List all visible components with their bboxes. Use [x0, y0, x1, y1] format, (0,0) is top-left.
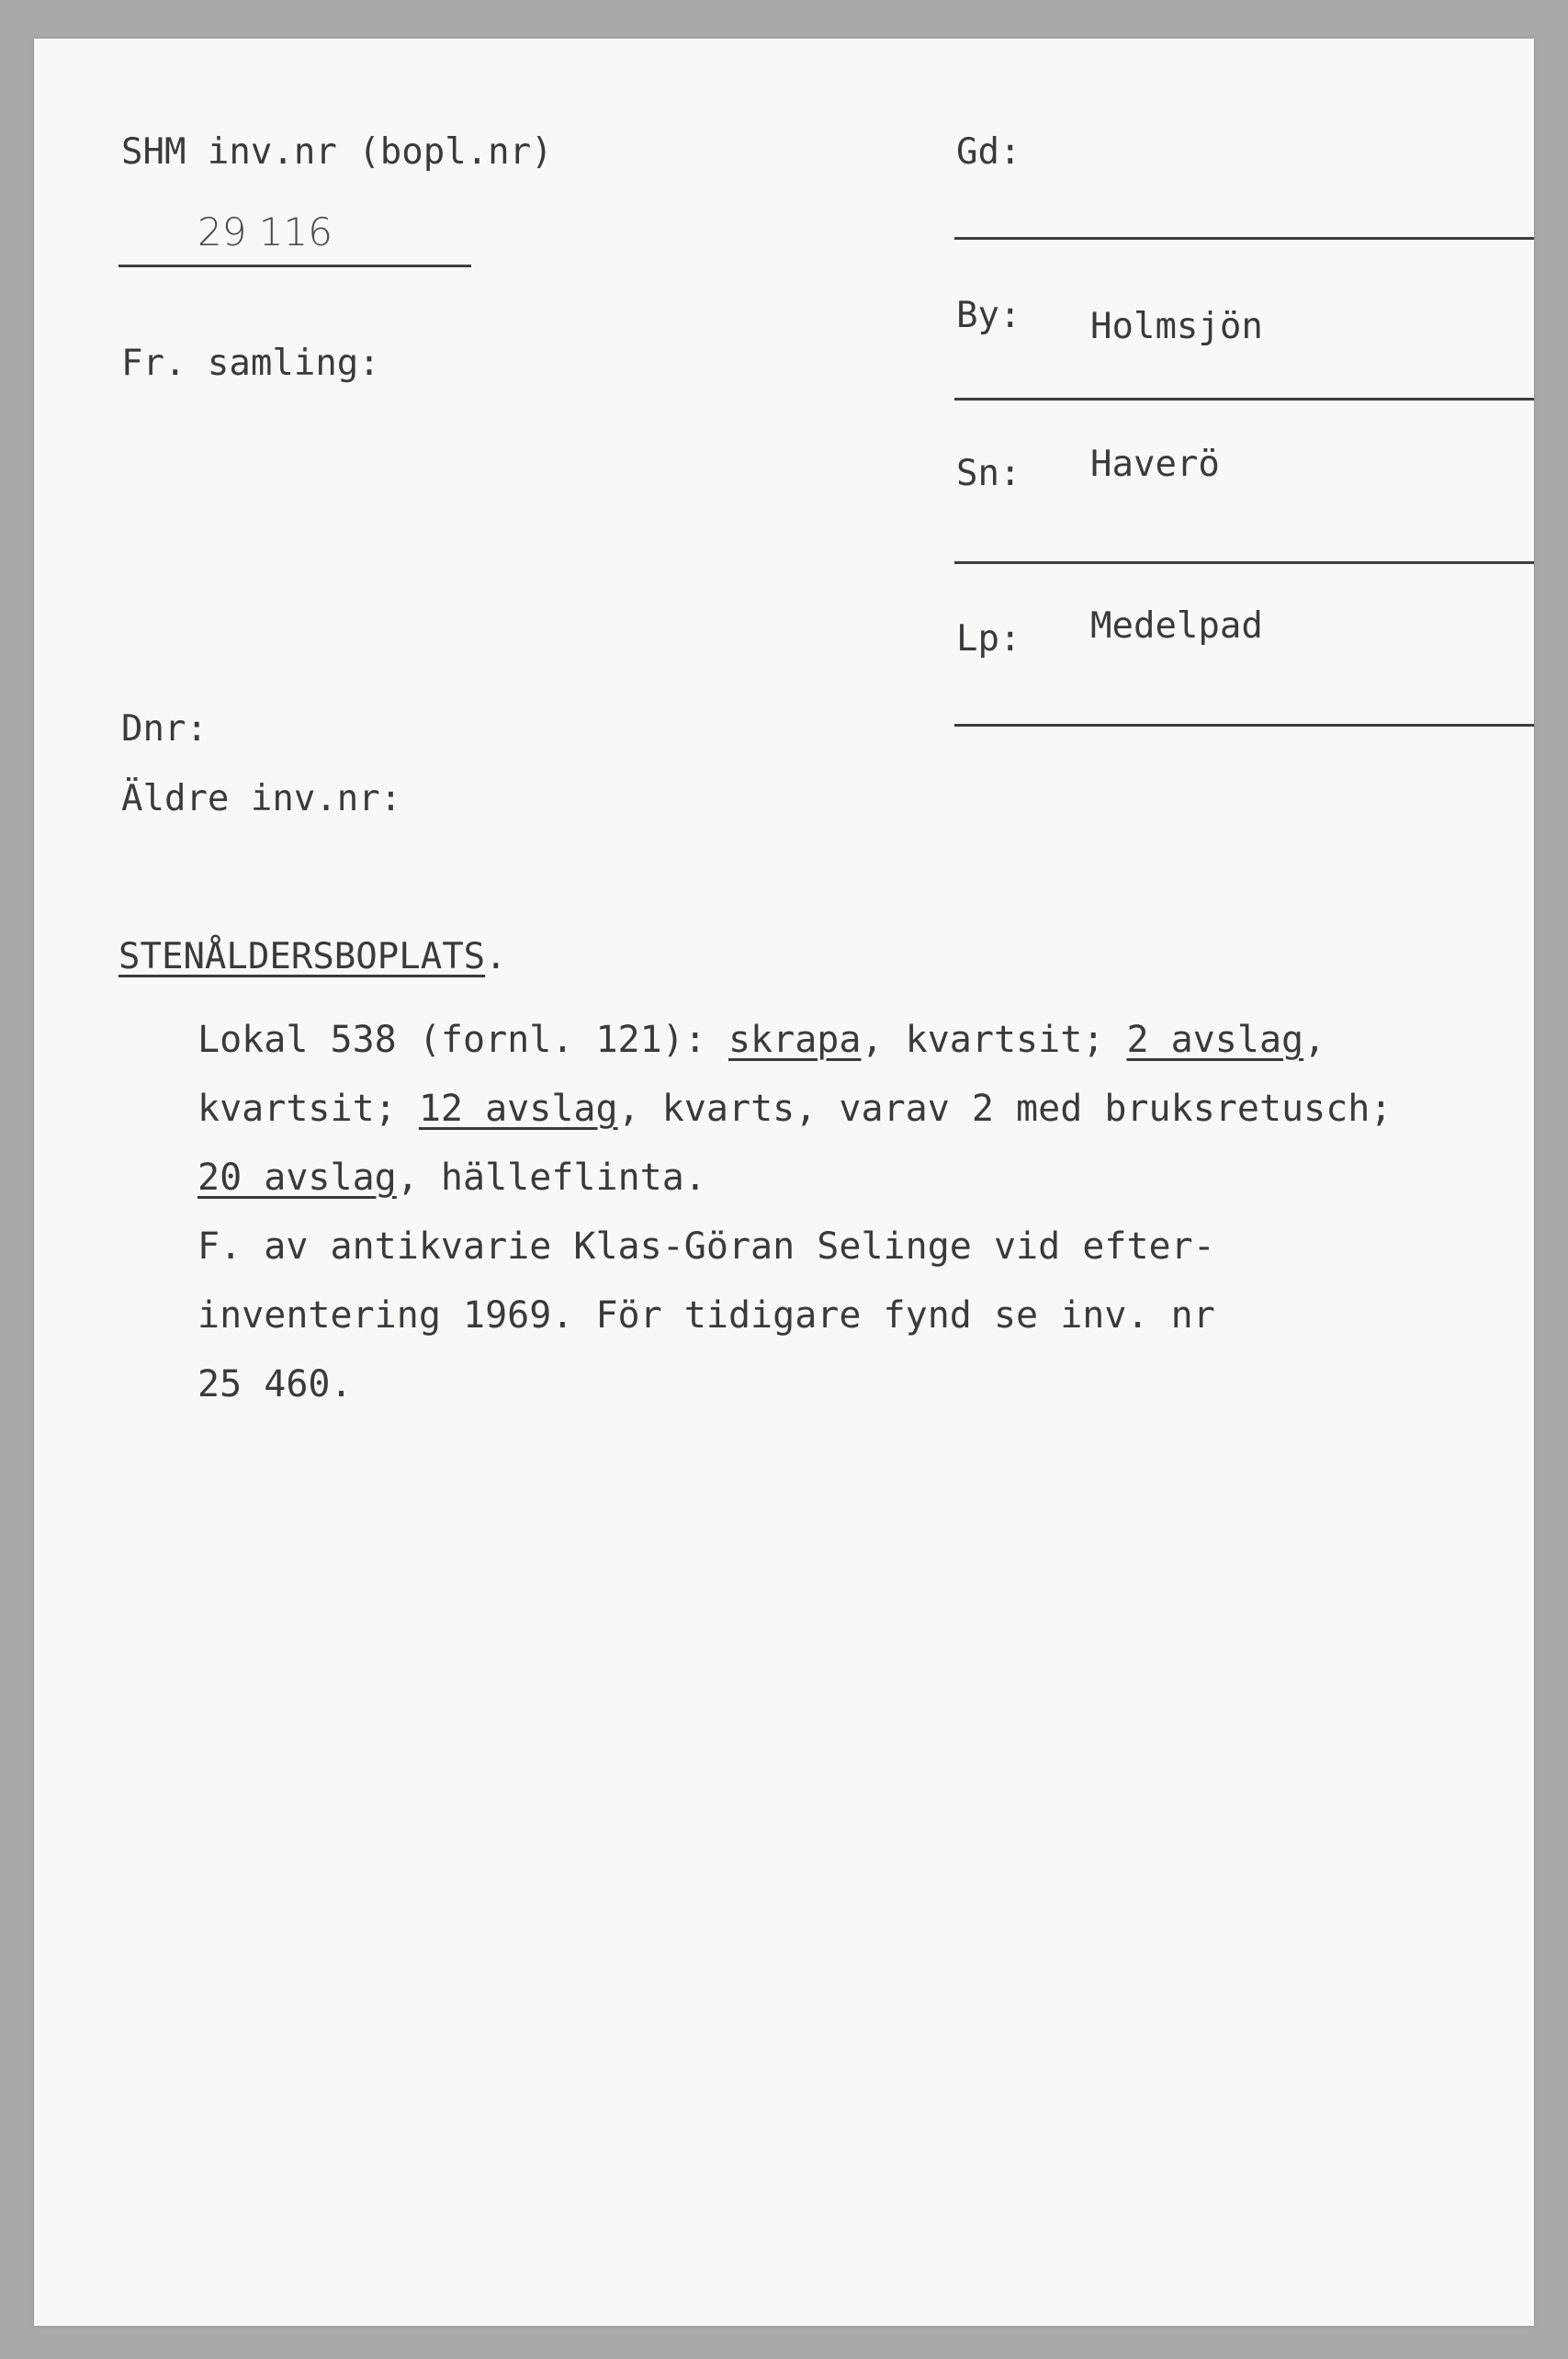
samling-label: Fr. samling: [121, 343, 380, 384]
text-run: Lokal 538 (fornl. 121): [197, 1019, 728, 1061]
by-rule [954, 398, 1534, 401]
body-line-1 [197, 1019, 1326, 1061]
underlined-term: 20 avslag [197, 1157, 397, 1199]
site-heading-period: . [485, 936, 507, 977]
dnr-label: Dnr: [121, 708, 208, 750]
underlined-term: 2 avslag [1126, 1019, 1304, 1061]
body-line-6: 25 460. [197, 1363, 353, 1405]
text-run: , hälleflinta. [396, 1157, 706, 1199]
sn-label: Sn: [956, 453, 1021, 494]
lp-label: Lp: [956, 618, 1021, 660]
gd-rule [954, 237, 1534, 240]
lp-rule [954, 724, 1534, 727]
text-run: kvartsit; [197, 1088, 419, 1130]
site-heading-text: STENÅLDERSBOPLATS [118, 936, 486, 977]
body-line-3 [197, 1157, 706, 1199]
site-heading [118, 936, 507, 977]
catalog-card [34, 39, 1534, 2326]
underlined-term: skrapa [728, 1019, 862, 1061]
underlined-term: 12 avslag [418, 1088, 618, 1130]
body-line-2 [197, 1088, 1393, 1130]
inv-number-rule [118, 265, 471, 267]
body-line-5: inventering 1969. För tidigare fynd se inv. nr [197, 1294, 1215, 1337]
lp-value: Medelpad [1090, 605, 1263, 647]
by-value: Holmsjön [1090, 306, 1263, 347]
gd-label: Gd: [956, 131, 1021, 173]
sn-value: Haverö [1090, 444, 1220, 485]
aldre-inv-label: Äldre inv.nr: [121, 778, 402, 819]
sn-rule [954, 561, 1534, 564]
inv-number: 29 116 [197, 209, 333, 254]
text-run: , kvarts, varav 2 med bruksretusch; [617, 1088, 1393, 1130]
inv-label: SHM inv.nr (bopl.nr) [121, 131, 553, 173]
by-label: By: [956, 295, 1021, 336]
text-run: , [1303, 1019, 1326, 1061]
body-line-4: F. av antikvarie Klas-Göran Selinge vid efter- [197, 1225, 1215, 1268]
text-run: , kvartsit; [861, 1019, 1127, 1061]
